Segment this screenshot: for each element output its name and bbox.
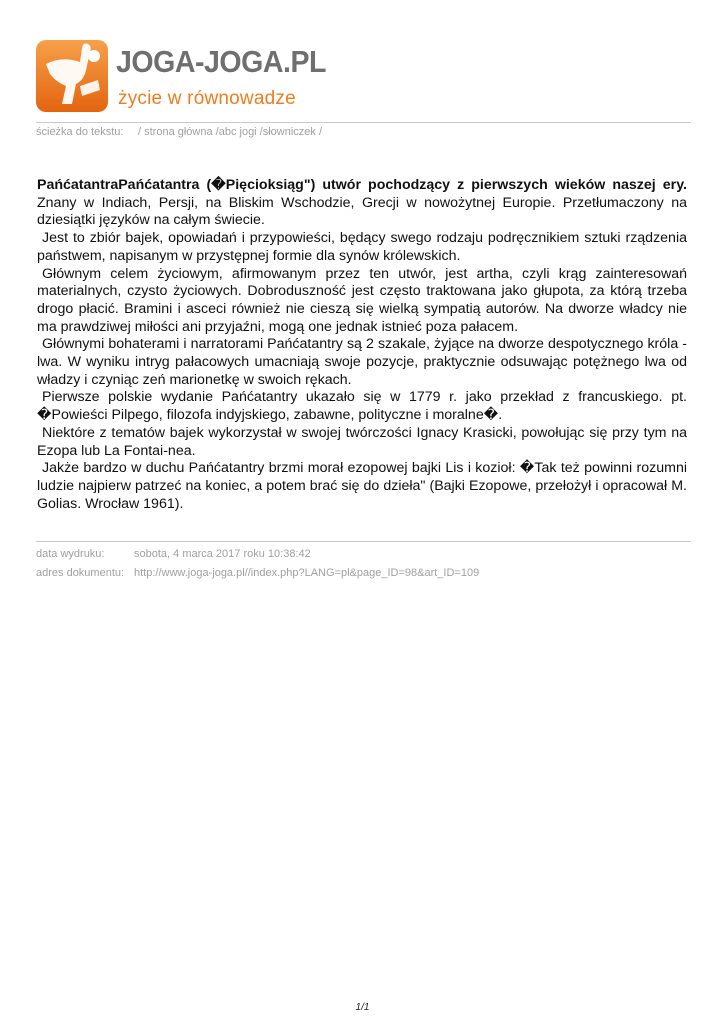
article-body [37,177,687,513]
article-paragraph: Jest to zbiór bajek, opowiadań i przypowieści, będący swego rodzaju podręcznikiem sztuki rządzenia państwem, napisanym w przystępnej formie dla synów królewskich. [37,230,687,264]
article-title: PańćatantraPańćatantra (�Pięcioksiąg") utwór pochodzący z pierwszych wieków naszej ery. [37,177,687,193]
print-date-row [36,548,311,560]
print-date-value: sobota, 4 marca 2017 roku 10:38:42 [134,548,311,560]
article-paragraph: Pierwsze polskie wydanie Pańćatantry ukazało się w 1779 r. jako przekład z francuskiego. pt. �Powieści Pilpego, filozofa indyjskiego, zabawne, polityczne i moralne�. [37,389,687,424]
document-address-link[interactable]: http://www.joga-joga.pl//index.php?LANG=pl&page_ID=98&art_ID=109 [134,567,480,579]
page-number: 1/1 [355,1002,370,1013]
footer-divider [36,541,691,542]
article-paragraph: Niektóre z tematów bajek wykorzystał w swojej twórczości Ignacy Krasicki, powołując się przy tym na Ezopa lub La Fontai-nea. [37,424,687,459]
breadcrumb [36,126,322,138]
article-lead [37,177,687,230]
article-paragraph: Głównym celem życiowym, afirmowanym przez ten utwór, jest artha, czyli krąg zainteresowań materialnych, czysto życiowych. Dobroduszność jest często traktowana jako głupota, za którą trzeba drogo płacić. Bramini i asceci również nie cieszą się wielką sympatią autorów. Na dworze władcy nie ma prawdziwej miłości ani przyjaźni, mogą one jednak istnieć poza pałacem. [37,265,687,335]
document-address-row [36,567,479,579]
logo-tagline: życie w równowadze [118,88,296,109]
yoga-figure-icon [36,40,108,112]
site-logo[interactable] [36,40,336,114]
document-address-label: adres dokumentu: [36,567,125,579]
article-paragraph: Jakże bardzo w duchu Pańćatantry brzmi morał ezopowej bajki Lis i kozioł: �Tak też powinni rozumni ludzie najpierw patrzeć na koniec, a potem brać się do dzieła" (Bajki Ezopowe, przełożył i opracował M. Golias. Wrocław 1961). [37,460,687,512]
breadcrumb-label: ścieżka do tekstu: [36,126,124,138]
article-paragraph: Głównymi bohaterami i narratorami Pańćatantry są 2 szakale, żyjące na dworze despotycznego króla - lwa. W wyniku intryg pałacowych umacniają swoje pozycje, praktycznie odsuwając potężnego lwa od władzy i czyniąc zeń marionetkę w swoich rękach. [37,336,687,388]
logo-title: JOGA-JOGA.PL [116,44,327,79]
print-date-label: data wydruku: [36,548,105,560]
header-divider [36,122,691,123]
breadcrumb-path: / strona główna /abc jogi /słowniczek / [138,126,323,138]
article-intro: Znany w Indiach, Persji, na Bliskim Wschodzie, Grecji w nowożytnej Europie. Przetłumaczony na dziesiątki języków na całym świecie. [37,194,687,229]
